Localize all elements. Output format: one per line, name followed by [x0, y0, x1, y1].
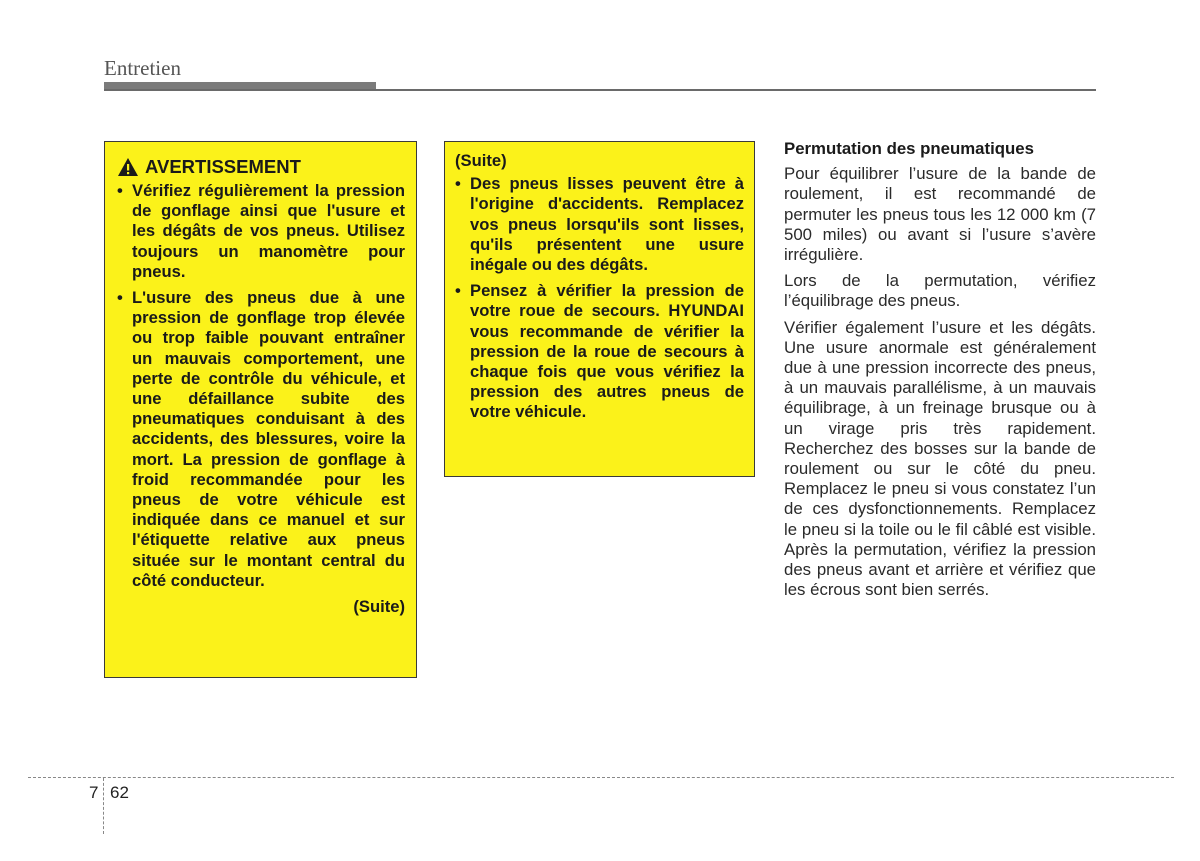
warning-item: • Vérifiez régulièrement la pression de gonflage ainsi que l'usure et les dégâts de vos pneus. Utilisez toujours un manomètre pour pneus.: [117, 181, 405, 282]
page-header-title: Entretien: [104, 56, 181, 80]
warning-heading: [117, 156, 405, 178]
section-title: Permutation des pneumatiques: [784, 139, 1034, 158]
section-paragraph: Vérifier également l’usure et les dégâts. Une usure anormale est généralement due à une pression incorrecte des pneus, à un mauvais parallélisme, à un mauvais équilibrage, à un freinage brusque ou à un virage pris très rapidement. Recherchez des bosses sur la bande de roulement ou sur le côté du pneu. Remplacez le pneu si vous constatez l’un de ces dysfonctionnements. Remplacez le pneu si la toile ou le fil câblé est visible. Après la permutation, vérifiez la pression des pneus avant et arrière et vérifiez que les écrous sont bien serrés.: [784, 317, 1096, 600]
warning-heading-text: AVERTISSEMENT: [145, 156, 301, 177]
footer-divider: [28, 777, 1174, 778]
continued-label: (Suite): [353, 597, 405, 617]
warning-triangle-icon: [117, 157, 139, 177]
warning-box: [104, 141, 417, 678]
tire-rotation-section: [784, 139, 1096, 606]
section-paragraph: Lors de la permutation, vérifiez l’équilibrage des pneus.: [784, 271, 1096, 311]
section-paragraph: Pour équilibrer l’usure de la bande de roulement, il est recommandé de permuter les pneus tous les 12 000 km (7 500 miles) ou avant si l’usure s’avère irrégulière.: [784, 164, 1096, 265]
warning-continued-box: [444, 141, 755, 477]
warning-item: • Des pneus lisses peuvent être à l'origine d'accidents. Remplacez vos pneus lorsqu'ils sont lisses, qu'ils présentent une usure inégale ou des dégâts.: [455, 174, 744, 275]
warning-item: • Pensez à vérifier la pression de votre roue de secours. HYUNDAI vous recommande de vérifier la pression de la roue de secours à chaque fois que vous vérifiez la pression des autres pneus de votre véhicule.: [455, 281, 744, 422]
footer-page-divider: [103, 778, 104, 834]
page-number: 62: [110, 783, 129, 802]
header-rule-thick: [104, 82, 376, 89]
header-rule: [104, 89, 1096, 91]
warning-item: • L'usure des pneus due à une pression de gonflage trop élevée ou trop faible pouvant entraîner un mauvais comportement, une perte de contrôle du véhicule, et une défaillance subite des pneumatiques conduisant à des accidents, des blessures, voire la mort. La pression de gonflage à froid recommandée pour les pneus de votre véhicule est indiquée dans ce manuel et sur l'étiquette relative aux pneus située sur le montant central du côté conducteur.: [117, 288, 405, 591]
chapter-number: 7: [89, 783, 99, 802]
continued-heading: (Suite): [455, 151, 507, 170]
